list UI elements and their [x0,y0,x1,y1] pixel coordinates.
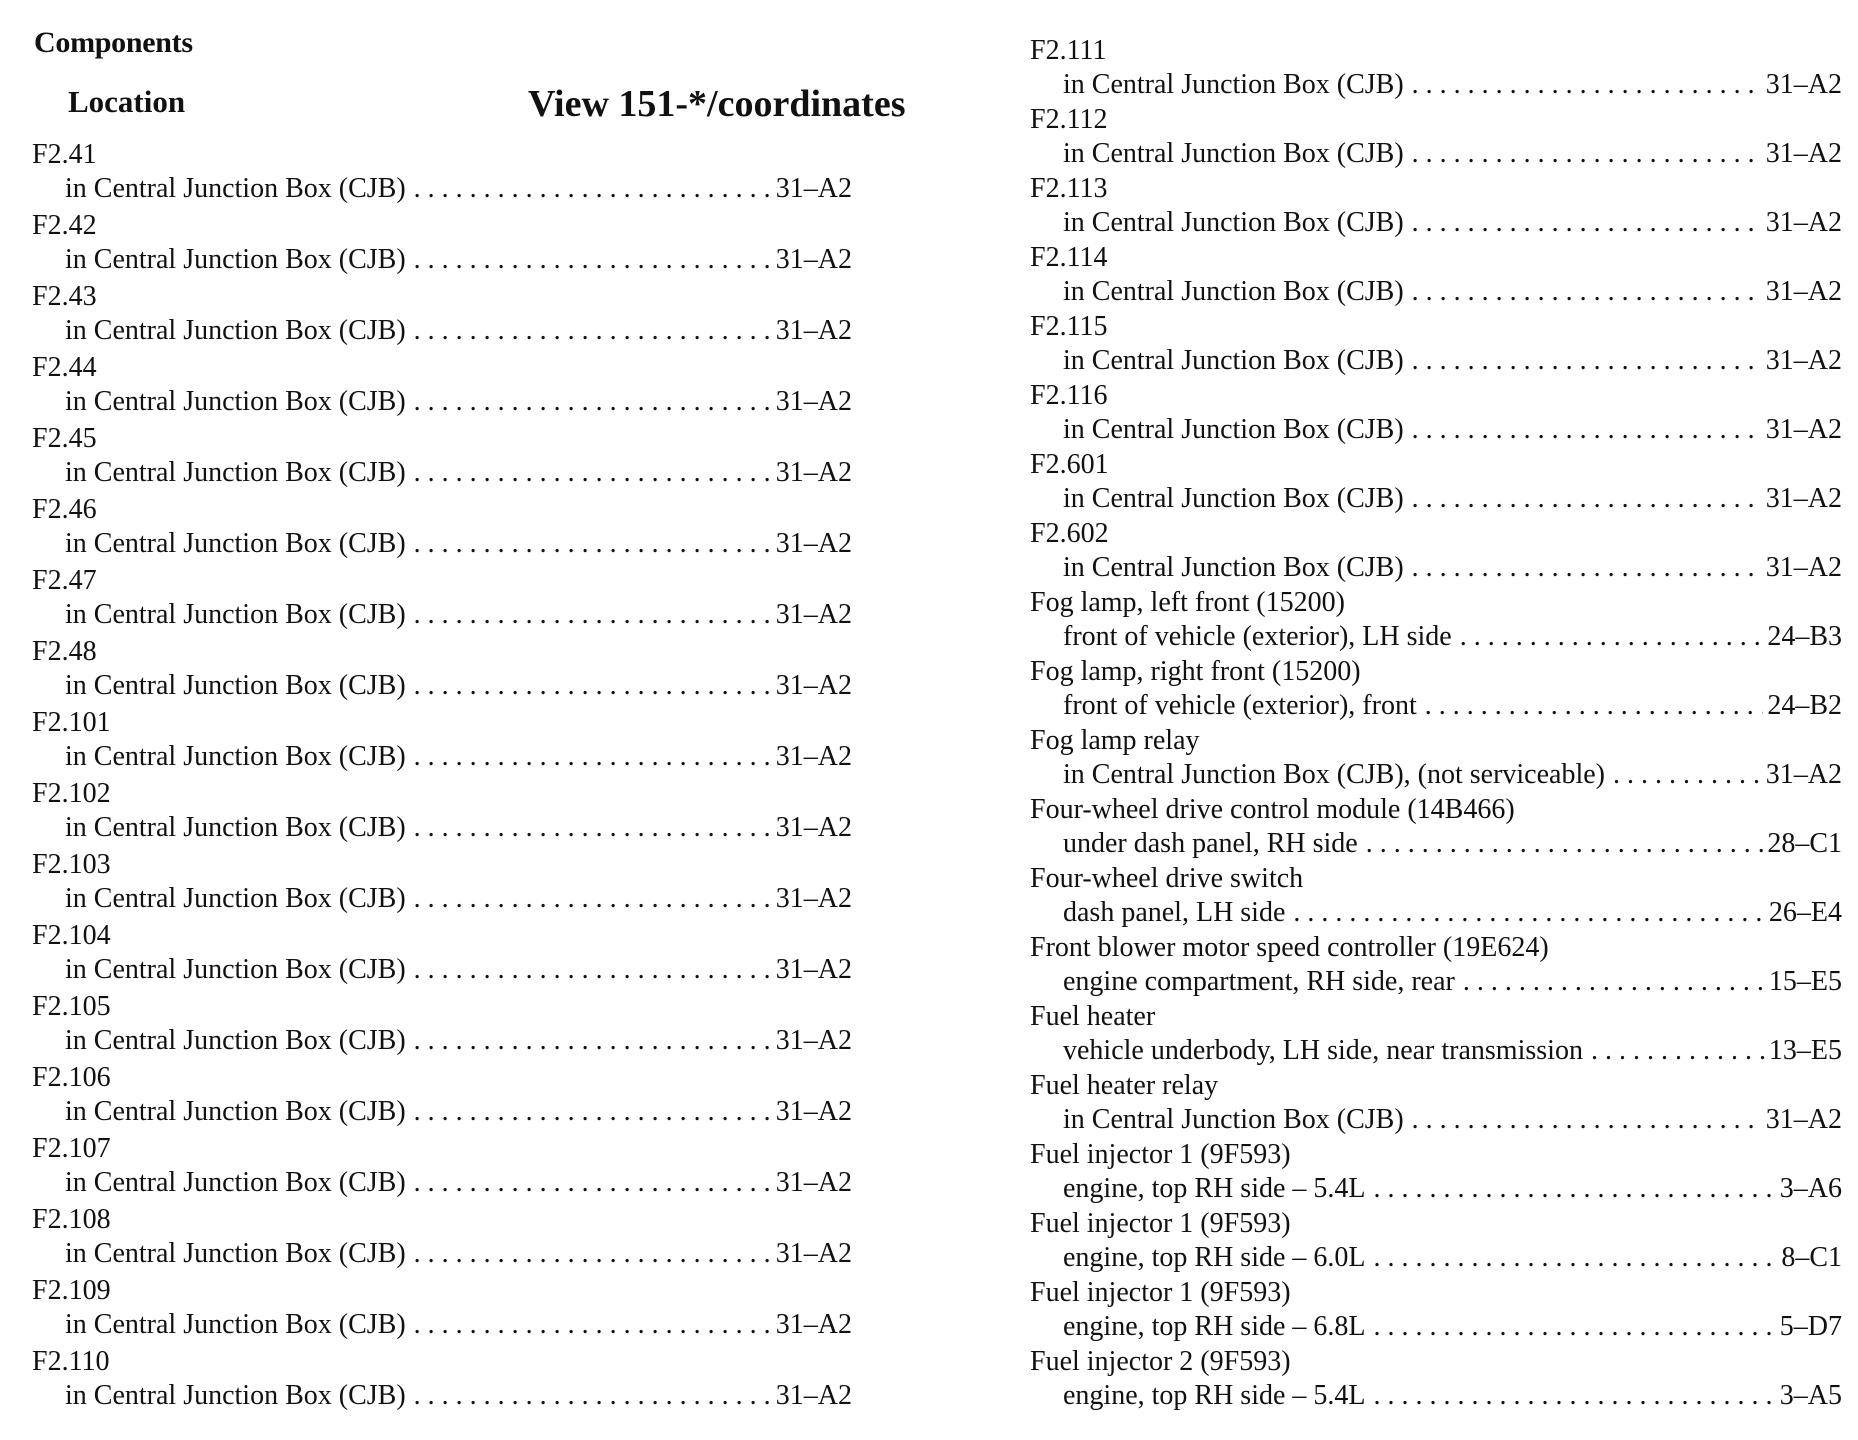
component-entry [32,209,852,280]
view-coordinate: 31–A2 [775,599,852,630]
dot-leader [1374,1172,1776,1206]
component-entry [1030,931,1842,1000]
left-column [32,138,852,1416]
component-name: F2.41 [32,139,97,170]
component-location: in Central Junction Box (CJB) [65,457,406,488]
dot-leader [414,527,772,561]
dot-leader [414,953,772,987]
view-coordinate: 31–A2 [775,1380,852,1411]
dot-leader [1374,1241,1778,1275]
dot-leader [1412,1103,1762,1137]
view-coordinate: 24–B3 [1767,621,1842,652]
dot-leader [414,456,772,490]
view-coordinate: 31–A2 [775,528,852,559]
component-entry [1030,1138,1842,1207]
component-name: Fuel injector 1 (9F593) [1030,1139,1291,1170]
dot-leader [414,740,772,774]
component-location: dash panel, LH side [1063,897,1286,928]
component-detail-line [32,740,852,774]
component-detail-line [32,1095,852,1129]
dot-leader [414,598,772,632]
view-coordinate: 31–A2 [1765,345,1842,376]
dot-leader [1591,1034,1765,1068]
component-detail-line [1030,344,1842,378]
view-coordinate: 31–A2 [775,1238,852,1269]
component-name: F2.601 [1030,449,1109,480]
component-entry [32,1345,852,1416]
component-detail-line [32,456,852,490]
view-coordinate: 31–A2 [1765,759,1842,790]
component-detail-line [1030,137,1842,171]
dot-leader [1412,137,1762,171]
component-location: in Central Junction Box (CJB), (not serviceable) [1063,759,1605,790]
component-detail-line [32,1308,852,1342]
component-name: F2.116 [1030,380,1108,411]
component-location: engine, top RH side – 5.4L [1063,1173,1366,1204]
component-location: in Central Junction Box (CJB) [65,883,406,914]
component-entry [1030,379,1842,448]
component-entry [32,919,852,990]
component-detail-line [1030,482,1842,516]
component-name: F2.101 [32,707,111,738]
component-location: under dash panel, RH side [1063,828,1358,859]
view-coordinate: 13–E5 [1768,1035,1842,1066]
column-header-view: View 151-*/coordinates [528,83,906,125]
view-coordinate: 31–A2 [1765,414,1842,445]
component-entry [32,777,852,848]
dot-leader [1374,1379,1776,1413]
column-header-location: Location [68,84,186,119]
component-detail-line [1030,1172,1842,1206]
component-location: in Central Junction Box (CJB) [65,1238,406,1269]
dot-leader [414,1166,772,1200]
component-name: F2.48 [32,636,97,667]
component-detail-line [32,669,852,703]
dot-leader [414,385,772,419]
component-entry [32,1132,852,1203]
component-location: engine, top RH side – 6.0L [1063,1242,1366,1273]
component-location: in Central Junction Box (CJB) [65,1025,406,1056]
view-coordinate: 31–A2 [1765,69,1842,100]
component-entry [32,351,852,422]
component-entry [32,1061,852,1132]
component-entry [32,564,852,635]
dot-leader [414,1024,772,1058]
component-location: in Central Junction Box (CJB) [65,315,406,346]
component-name: F2.110 [32,1346,110,1377]
component-location: in Central Junction Box (CJB) [65,1309,406,1340]
dot-leader [1460,620,1764,654]
component-name: Fuel heater [1030,1001,1156,1032]
component-detail-line [1030,896,1842,930]
component-detail-line [32,1379,852,1413]
component-detail-line [32,314,852,348]
view-coordinate: 31–A2 [1765,276,1842,307]
component-detail-line [1030,1310,1842,1344]
component-location: in Central Junction Box (CJB) [65,954,406,985]
dot-leader [1412,344,1762,378]
component-detail-line [32,527,852,561]
component-entry [32,706,852,777]
component-detail-line [1030,68,1842,102]
component-location: in Central Junction Box (CJB) [65,812,406,843]
component-name: Fog lamp, left front (15200) [1030,587,1345,618]
component-name: Front blower motor speed controller (19E624) [1030,932,1549,963]
component-entry [1030,517,1842,586]
dot-leader [1412,413,1762,447]
view-coordinate: 31–A2 [1765,552,1842,583]
dot-leader [414,1379,772,1413]
component-detail-line [1030,620,1842,654]
component-location: vehicle underbody, LH side, near transmission [1063,1035,1583,1066]
view-coordinate: 31–A2 [775,173,852,204]
view-coordinate: 31–A2 [775,812,852,843]
component-location: front of vehicle (exterior), front [1063,690,1417,721]
component-name: F2.44 [32,352,97,383]
view-coordinate: 31–A2 [775,457,852,488]
component-location: in Central Junction Box (CJB) [65,528,406,559]
component-entry [32,848,852,919]
view-coordinate: 31–A2 [775,954,852,985]
component-detail-line [1030,1379,1842,1413]
component-entry [1030,586,1842,655]
component-location: engine, top RH side – 6.8L [1063,1311,1366,1342]
component-entry [32,138,852,209]
dot-leader [1374,1310,1776,1344]
view-coordinate: 31–A2 [775,741,852,772]
component-detail-line [32,1166,852,1200]
component-detail-line [32,172,852,206]
component-name: F2.602 [1030,518,1109,549]
component-location: front of vehicle (exterior), LH side [1063,621,1452,652]
component-name: F2.45 [32,423,97,454]
component-entry [32,422,852,493]
component-entry [1030,1345,1842,1414]
view-coordinate: 3–A5 [1779,1380,1842,1411]
component-name: Fuel injector 1 (9F593) [1030,1277,1291,1308]
component-location: in Central Junction Box (CJB) [1063,69,1404,100]
component-location: engine, top RH side – 5.4L [1063,1380,1366,1411]
component-detail-line [1030,758,1842,792]
component-name: F2.42 [32,210,97,241]
dot-leader [1613,758,1762,792]
component-entry [1030,1000,1842,1069]
dot-leader [414,1308,772,1342]
view-coordinate: 31–A2 [775,244,852,275]
dot-leader [414,314,772,348]
component-detail-line [32,243,852,277]
component-location: in Central Junction Box (CJB) [65,1380,406,1411]
component-entry [1030,448,1842,517]
dot-leader [1412,206,1762,240]
component-entry [1030,655,1842,724]
component-entry [1030,793,1842,862]
dot-leader [1463,965,1765,999]
view-coordinate: 3–A6 [1779,1173,1842,1204]
view-coordinate: 8–C1 [1781,1242,1842,1273]
component-detail-line [1030,413,1842,447]
component-name: Fog lamp, right front (15200) [1030,656,1361,687]
component-entry [1030,862,1842,931]
component-name: Fog lamp relay [1030,725,1200,756]
component-location: in Central Junction Box (CJB) [65,386,406,417]
component-entry [1030,1207,1842,1276]
component-name: F2.102 [32,778,111,809]
view-coordinate: 26–E4 [1768,897,1842,928]
component-location: in Central Junction Box (CJB) [65,599,406,630]
component-name: F2.43 [32,281,97,312]
component-entry [1030,1069,1842,1138]
component-name: F2.111 [1030,35,1107,66]
component-detail-line [32,1237,852,1271]
component-entry [32,635,852,706]
dot-leader [1412,68,1762,102]
component-detail-line [1030,827,1842,861]
view-coordinate: 31–A2 [775,386,852,417]
component-name: F2.115 [1030,311,1108,342]
component-entry [32,1203,852,1274]
section-title: Components [34,26,193,59]
view-coordinate: 31–A2 [775,1025,852,1056]
component-location: in Central Junction Box (CJB) [1063,483,1404,514]
dot-leader [1412,275,1762,309]
component-entry [1030,241,1842,310]
component-detail-line [32,385,852,419]
component-location: in Central Junction Box (CJB) [1063,207,1404,238]
component-detail-line [1030,206,1842,240]
component-name: Fuel injector 2 (9F593) [1030,1346,1291,1377]
component-detail-line [1030,1103,1842,1137]
view-coordinate: 31–A2 [775,1096,852,1127]
component-location: in Central Junction Box (CJB) [65,244,406,275]
component-detail-line [1030,965,1842,999]
component-name: F2.109 [32,1275,111,1306]
view-coordinate: 31–A2 [1765,207,1842,238]
component-detail-line [32,953,852,987]
view-coordinate: 31–A2 [775,883,852,914]
component-name: F2.106 [32,1062,111,1093]
component-location: in Central Junction Box (CJB) [1063,276,1404,307]
component-name: F2.108 [32,1204,111,1235]
component-entry [1030,1276,1842,1345]
component-detail-line [1030,689,1842,723]
component-location: in Central Junction Box (CJB) [65,173,406,204]
dot-leader [414,1095,772,1129]
component-name: F2.113 [1030,173,1108,204]
component-name: Fuel injector 1 (9F593) [1030,1208,1291,1239]
component-detail-line [32,811,852,845]
view-coordinate: 31–A2 [1765,483,1842,514]
view-coordinate: 28–C1 [1767,828,1842,859]
component-location: in Central Junction Box (CJB) [1063,138,1404,169]
component-location: in Central Junction Box (CJB) [65,1096,406,1127]
component-location: in Central Junction Box (CJB) [1063,414,1404,445]
component-name: F2.114 [1030,242,1108,273]
dot-leader [414,172,772,206]
component-entry [32,1274,852,1345]
dot-leader [414,1237,772,1271]
component-location: in Central Junction Box (CJB) [65,741,406,772]
dot-leader [1293,896,1765,930]
view-coordinate: 31–A2 [1765,138,1842,169]
component-name: Four-wheel drive control module (14B466) [1030,794,1515,825]
component-name: Fuel heater relay [1030,1070,1219,1101]
component-detail-line [1030,1034,1842,1068]
component-detail-line [32,882,852,916]
component-location: in Central Junction Box (CJB) [1063,1104,1404,1135]
dot-leader [414,882,772,916]
dot-leader [414,243,772,277]
view-coordinate: 31–A2 [775,1167,852,1198]
component-entry [32,990,852,1061]
component-location: in Central Junction Box (CJB) [65,670,406,701]
view-coordinate: 31–A2 [775,1309,852,1340]
component-entry [1030,34,1842,103]
component-location: in Central Junction Box (CJB) [65,1167,406,1198]
component-location: in Central Junction Box (CJB) [1063,552,1404,583]
component-entry [1030,724,1842,793]
component-entry [1030,310,1842,379]
dot-leader [414,669,772,703]
component-detail-line [1030,1241,1842,1275]
dot-leader [1425,689,1764,723]
dot-leader [1412,482,1762,516]
component-detail-line [1030,551,1842,585]
component-entry [32,280,852,351]
component-name: F2.104 [32,920,111,951]
component-name: F2.46 [32,494,97,525]
component-detail-line [32,1024,852,1058]
component-name: F2.112 [1030,104,1108,135]
component-entry [1030,103,1842,172]
component-name: F2.105 [32,991,111,1022]
dot-leader [1412,551,1762,585]
component-name: Four-wheel drive switch [1030,863,1304,894]
component-entry [1030,172,1842,241]
view-coordinate: 31–A2 [775,670,852,701]
component-detail-line [1030,275,1842,309]
component-name: F2.47 [32,565,97,596]
view-coordinate: 31–A2 [1765,1104,1842,1135]
component-name: F2.107 [32,1133,111,1164]
view-coordinate: 5–D7 [1779,1311,1842,1342]
view-coordinate: 24–B2 [1767,690,1842,721]
component-name: F2.103 [32,849,111,880]
view-coordinate: 31–A2 [775,315,852,346]
component-entry [32,493,852,564]
view-coordinate: 15–E5 [1768,966,1842,997]
dot-leader [414,811,772,845]
dot-leader [1366,827,1764,861]
component-detail-line [32,598,852,632]
right-column [1030,34,1842,1414]
component-location: in Central Junction Box (CJB) [1063,345,1404,376]
component-location: engine compartment, RH side, rear [1063,966,1455,997]
